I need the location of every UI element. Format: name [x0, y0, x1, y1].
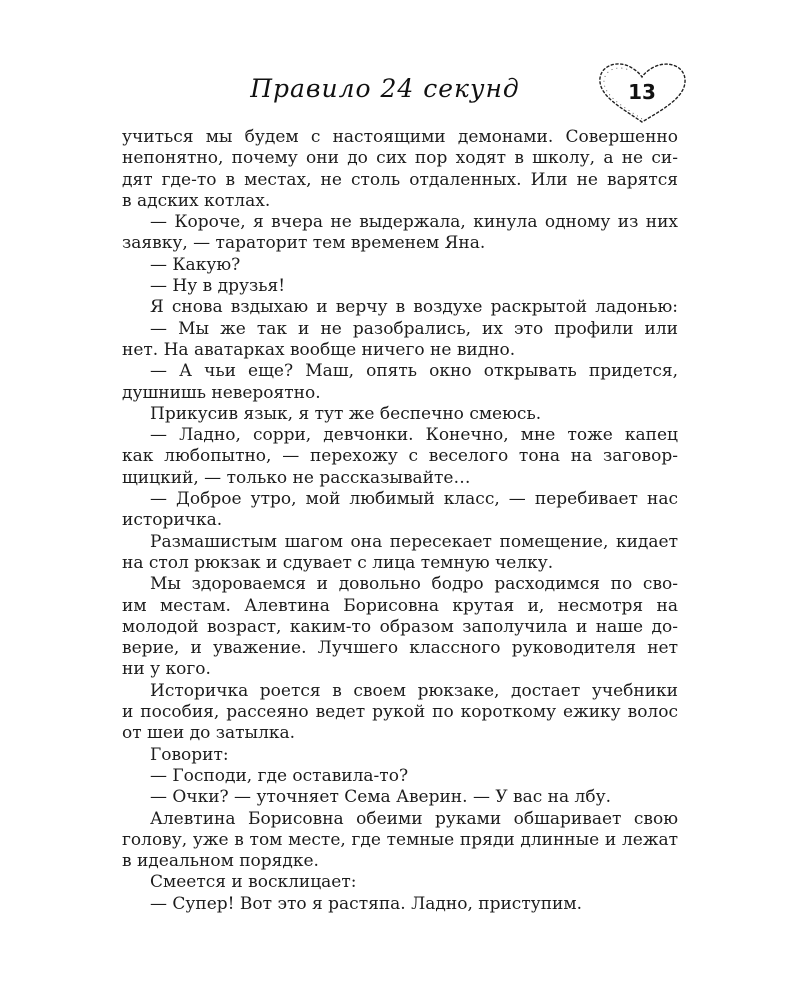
- text-line: Я снова вздыхаю и верчу в воздухе раскрытой ладонью:: [150, 297, 678, 318]
- page-number-badge: [592, 56, 692, 126]
- text-line: Историчка роется в своем рюкзаке, достает учебники: [150, 680, 678, 701]
- text-line: учиться мы будем с настоящими демонами. Совершенно: [122, 127, 678, 147]
- text-line: — Супер! Вот это я растяпа. Ладно, приступим.: [150, 893, 583, 914]
- text-line: историчка.: [122, 510, 223, 531]
- text-line: — Господи, где оставила-то?: [150, 765, 409, 786]
- text-line: и пособия, рассеяно ведет рукой по короткому ежику волос: [122, 702, 678, 723]
- text-line: — Ну в друзья!: [150, 276, 286, 297]
- text-line: душнишь невероятно.: [122, 382, 321, 403]
- text-line: заявку, — тараторит тем временем Яна.: [122, 233, 486, 254]
- text-line: Говорит:: [150, 744, 229, 765]
- text-line: дят где-то в местах, не столь отдаленных. Или не варятся: [122, 169, 678, 190]
- text-line: непонятно, почему они до сих пор ходят в школу, а не си-: [122, 148, 678, 169]
- text-line: на стол рюкзак и сдувает с лица темную челку.: [122, 552, 554, 573]
- text-line: ни у кого.: [122, 659, 211, 680]
- text-line: в идеальном порядке.: [122, 851, 319, 872]
- text-line: — Какую?: [150, 254, 241, 275]
- text-line: в адских котлах.: [122, 190, 271, 211]
- text-line: Размашистым шагом она пересекает помещение, кидает: [150, 531, 678, 552]
- text-line: как любопытно, — перехожу с веселого тона на заговор-: [122, 446, 678, 467]
- text-line: Мы здороваемся и довольно бодро расходимся по сво-: [150, 574, 678, 595]
- text-line: нет. На аватарках вообще ничего не видно.: [122, 339, 516, 360]
- page-number: 13: [628, 80, 656, 104]
- text-line: молодой возраст, каким-то образом заполучила и наше до-: [122, 616, 678, 637]
- text-line: — А чьи еще? Маш, опять окно открывать придется,: [150, 361, 678, 382]
- text-line: щицкий, — только не рассказывайте…: [122, 467, 471, 488]
- body-text: [122, 127, 678, 915]
- text-line: — Ладно, сорри, девчонки. Конечно, мне тоже капец: [150, 425, 678, 446]
- text-line: Алевтина Борисовна обеими руками обшаривает свою: [150, 808, 678, 829]
- text-line: — Очки? — уточняет Сема Аверин. — У вас на лбу.: [150, 787, 611, 808]
- text-line: голову, уже в том месте, где темные пряди длинные и лежат: [122, 829, 678, 850]
- text-line: — Мы же так и не разобрались, их это профили или: [150, 318, 678, 339]
- text-line: — Короче, я вчера не выдержала, кинула одному из них: [150, 212, 678, 233]
- text-line: Прикусив язык, я тут же беспечно смеюсь.: [150, 403, 542, 424]
- text-line: Смеется и восклицает:: [150, 872, 357, 893]
- text-line: им местам. Алевтина Борисовна крутая и, несмотря на: [122, 595, 678, 616]
- text-line: — Доброе утро, мой любимый класс, — перебивает нас: [150, 489, 678, 510]
- text-line: от шеи до затылка.: [122, 723, 296, 744]
- text-line: верие, и уважение. Лучшего классного руководителя нет: [122, 638, 678, 659]
- running-head-title: Правило 24 секунд: [250, 74, 520, 103]
